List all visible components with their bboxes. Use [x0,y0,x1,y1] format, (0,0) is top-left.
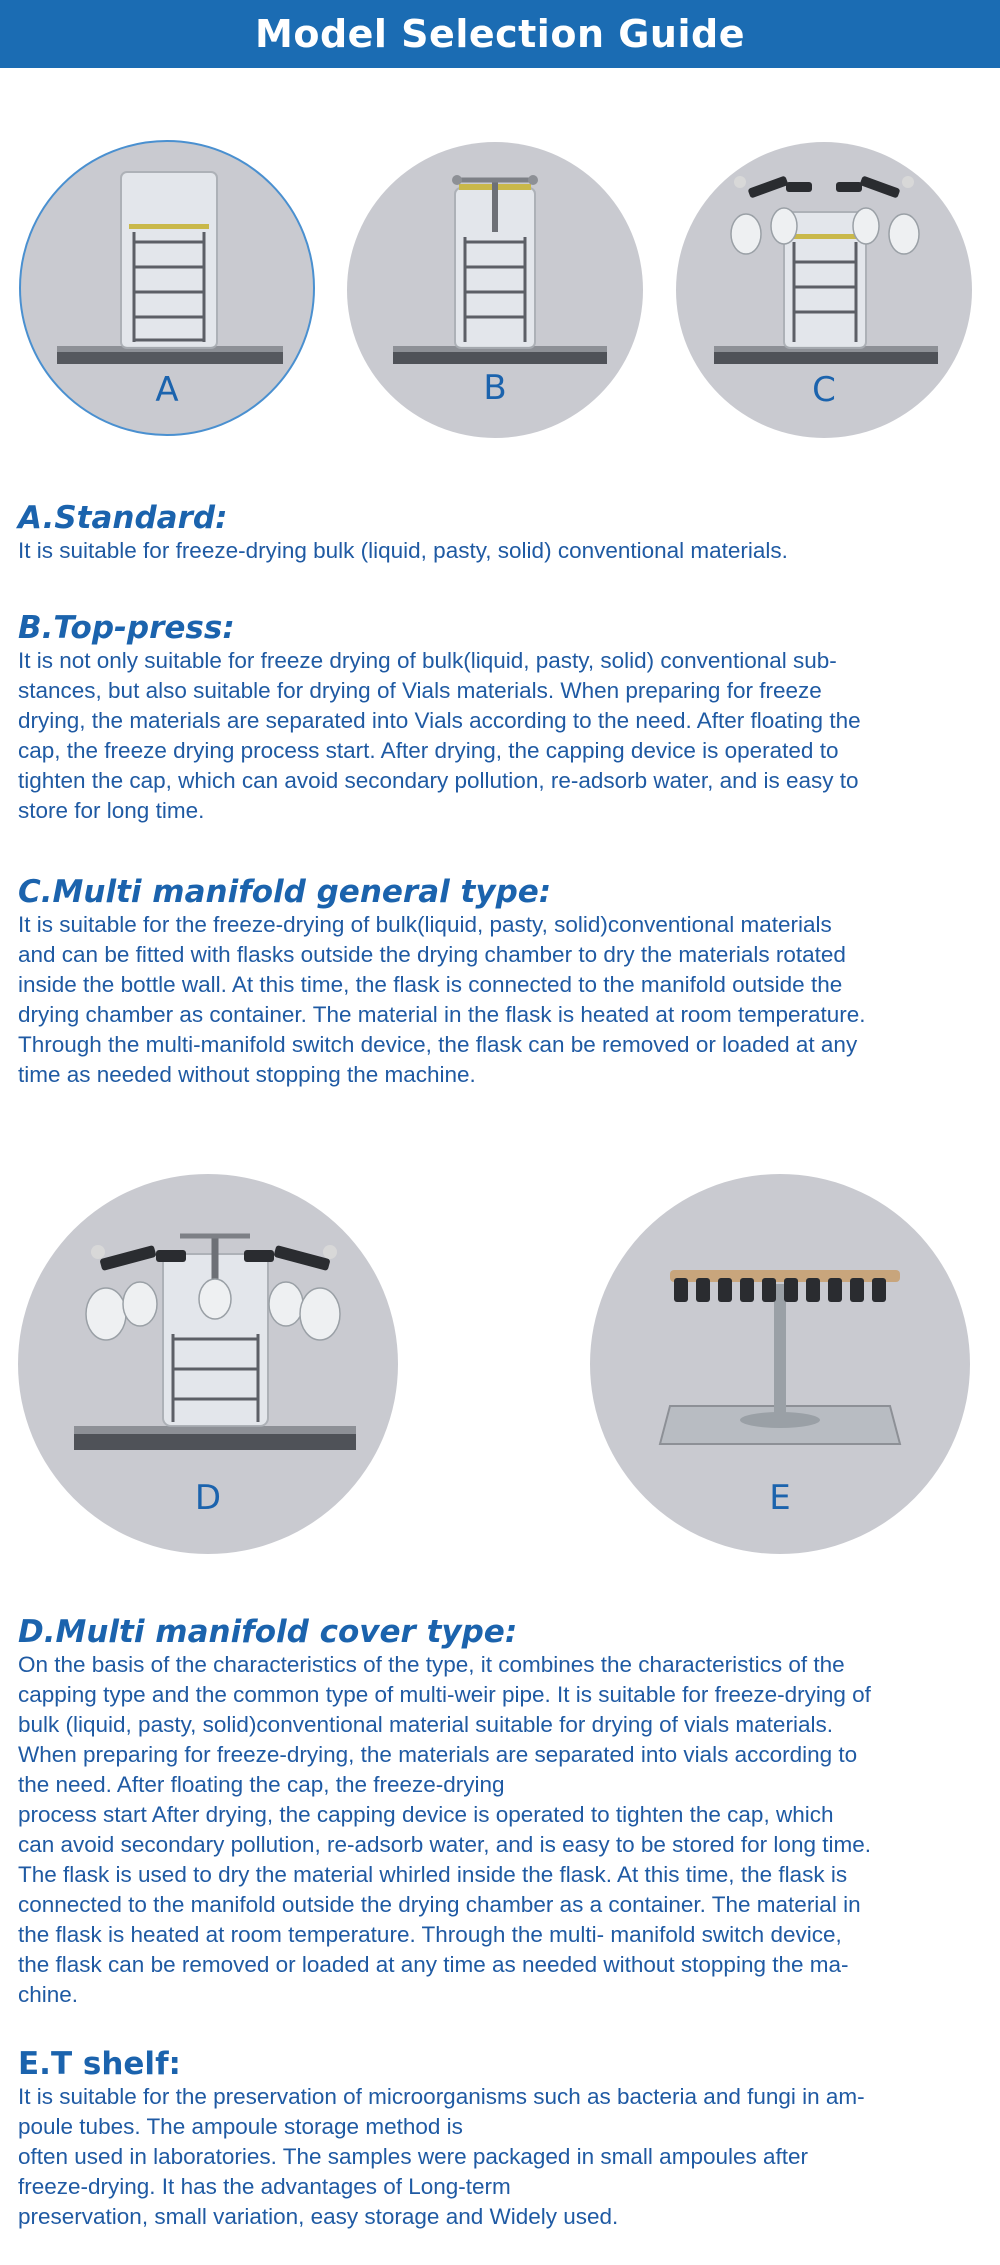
model-d-label: D [194,1478,222,1518]
section-standard-body: It is suitable for freeze-drying bulk (liquid, pasty, solid) conventional materials. [18,538,788,563]
section-top-press [18,610,984,826]
model-c-label: C [812,370,836,410]
section-et-shelf-body: It is suitable for the preservation of microorganisms such as bacteria and fungi in am- poule tubes. The ampoule storage method is often used in laboratories. The samples were packaged in small ampoules after freeze-drying. It has the advantages of Long-term preservation, small variation, easy storage and Widely used. [18,2084,865,2229]
model-d-image [18,1174,398,1554]
model-c-image [676,142,972,438]
section-multi-manifold-cover [18,1614,984,2010]
section-multi-manifold-cover-title: D.Multi manifold cover type: [18,1614,518,1650]
section-top-press-body: It is not only suitable for freeze drying of bulk(liquid, pasty, solid) conventional sub- stances, but also suitable for drying of Vials materials. When preparing for freeze drying, the materials are separated into Vials according to the need. After floating the cap, the freeze drying process start. After drying, the capping device is operated to tighten the cap, which can avoid secondary pollution, re-adsorb water, and is easy to store for long time. [18,648,861,823]
page-header [0,0,1000,68]
section-standard [18,500,984,566]
section-multi-manifold-general-body: It is suitable for the freeze-drying of bulk(liquid, pasty, solid)conventional materials and can be fitted with flasks outside the drying chamber to dry the materials rotated inside the bottle wall. At this time, the flask is connected to the manifold outside the drying chamber as container. The material in the flask is heated at room temperature. Through the multi-manifold switch device, the flask can be removed or loaded at any time as needed without stopping the machine. [18,912,866,1087]
model-b-label: B [483,368,507,408]
section-et-shelf-title: E.T shelf: [18,2046,181,2082]
section-top-press-title: B.Top-press: [18,610,235,646]
section-multi-manifold-general-title: C.Multi manifold general type: [18,874,552,910]
model-a-image [19,140,315,436]
section-standard-title: A.Standard: [18,500,228,536]
page-title: Model Selection Guide [255,12,745,56]
model-a-label: A [155,370,179,410]
model-e-image [590,1174,970,1554]
model-e-label: E [769,1478,791,1518]
section-multi-manifold-cover-body: On the basis of the characteristics of the type, it combines the characteristics of the capping type and the common type of multi-weir pipe. It is suitable for freeze-drying of bulk (liquid, pasty, solid)conventional material suitable for drying of vials materials. When preparing for freeze-drying, the materials are separated into vials according to the need. After floating the cap, the freeze-drying process start After drying, the capping device is operated to tighten the cap, which can avoid secondary pollution, re-adsorb water, and is easy to be stored for long time. The flask is used to dry the material whirled inside the flask. At this time, the flask is connected to the manifold outside the drying chamber as a container. The material in the flask is heated at room temperature. Through the multi- manifold switch device, the flask can be removed or loaded at any time as needed without stopping the ma- chine. [18,1652,871,2007]
section-et-shelf [18,2046,984,2232]
section-multi-manifold-general [18,874,984,1090]
model-b-image [347,142,643,438]
